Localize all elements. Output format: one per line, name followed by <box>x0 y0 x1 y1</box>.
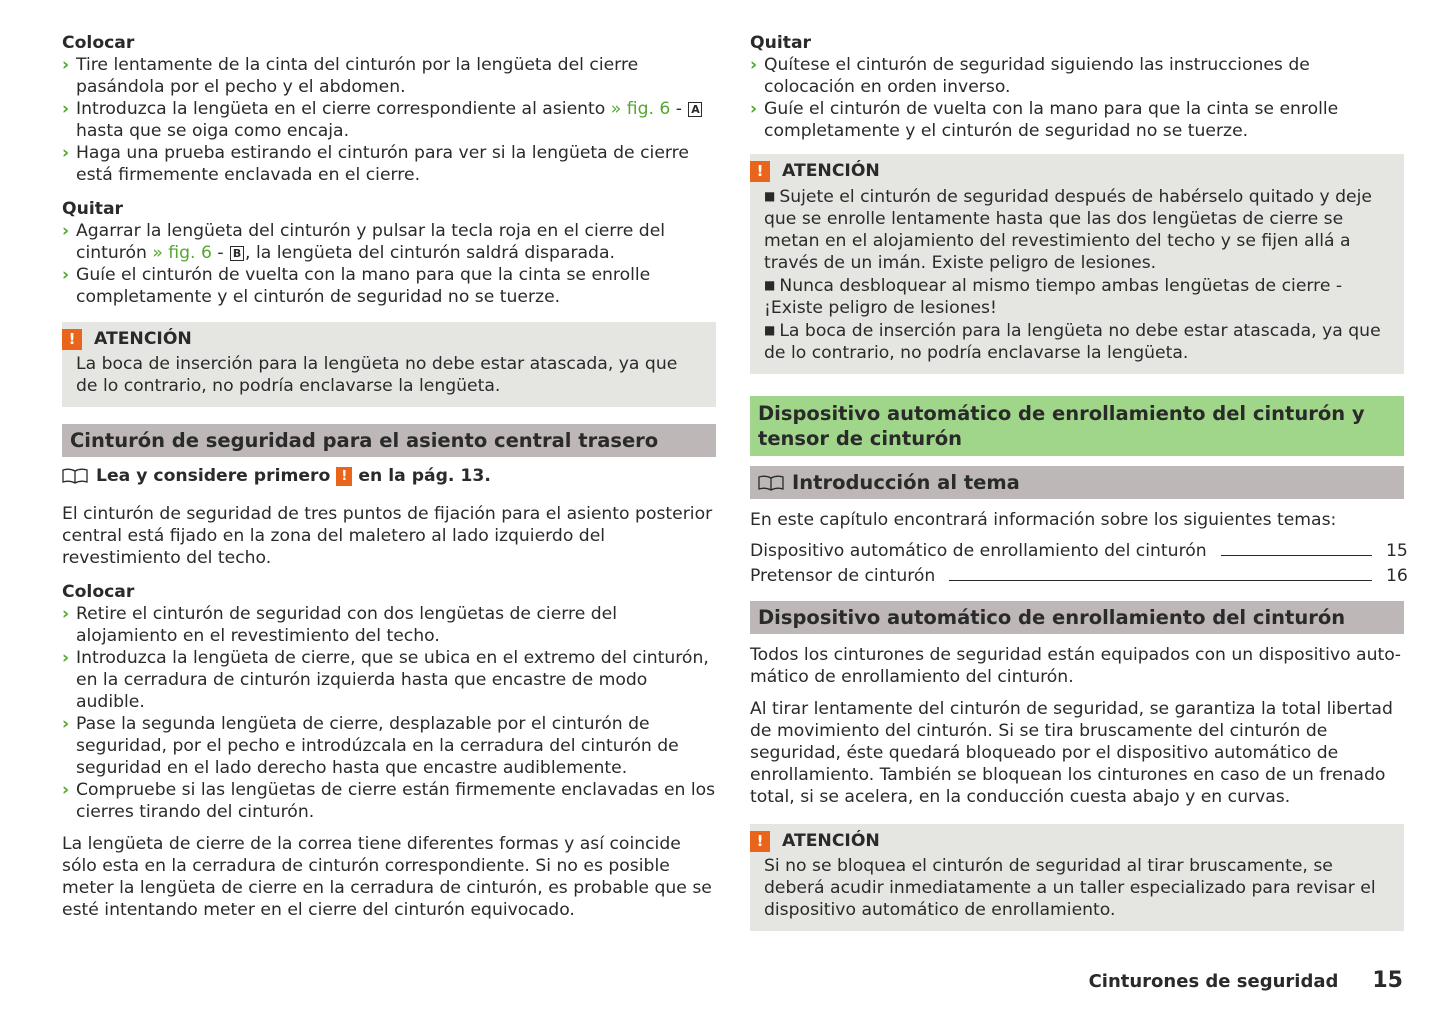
toc-leader <box>1221 555 1372 556</box>
right-column <box>750 32 1408 931</box>
list-item: › Quítese el cinturón de seguridad siguiendo las instrucciones de colocación en orden inverso. <box>750 55 1310 97</box>
chapter-heading: Dispositivo automático de enrollamiento del cinturón y tensor de cinturón <box>750 396 1404 456</box>
toc <box>750 540 1408 587</box>
chevron-right-icon: › <box>750 55 758 75</box>
bullet-square-icon: ■ <box>764 278 776 292</box>
section-heading: Cinturón de seguridad para el asiento central trasero <box>62 424 716 457</box>
page-footer <box>1089 970 1403 993</box>
page-number: 15 <box>1372 968 1403 993</box>
chevron-right-icon: › <box>750 99 758 119</box>
warning-header: ! ATENCIÓN <box>750 830 1390 852</box>
warning-icon: ! <box>62 329 82 350</box>
list-item: › Guíe el cinturón de vuelta con la mano para que la cinta se enrolle completamente y el cinturón de seguridad no se tuerze. <box>62 265 651 307</box>
warning-bullet: ■ Nunca desbloquear al mismo tiempo ambas lengüetas de cierre - ¡Existe peligro de lesiones! <box>764 276 1343 318</box>
chevron-right-icon: › <box>62 99 70 119</box>
chevron-right-icon: › <box>62 143 70 163</box>
read-first-line: Lea y considere primero ! en la pág. 13. <box>62 465 716 487</box>
warning-header: ! ATENCIÓN <box>750 160 1390 182</box>
closing-paragraph: La lengüeta de cierre de la correa tiene diferentes formas y así coincide sólo esta en la cerradura de cinturón correspondiente. Si no es posible meter la lengüeta de cierre en la cerradura de cinturón, es probable que se esté intentando meter en el cierre del cinturón equivocado. <box>62 834 712 920</box>
warning-box <box>750 154 1404 374</box>
intro-heading: Introducción al tema <box>750 466 1404 499</box>
chevron-right-icon: › <box>62 265 70 285</box>
quitar-heading: Quitar <box>62 199 124 219</box>
warning-header: ! ATENCIÓN <box>62 328 702 350</box>
warning-text: Si no se bloquea el cinturón de seguridad al tirar bruscamente, se deberá acudir inmediatamente a un taller especializado para revisar el dispositivo automático de enrollamiento. <box>764 856 1376 920</box>
toc-row[interactable]: Pretensor de cinturón 16 <box>750 566 1408 586</box>
paragraph: Al tirar lentamente del cinturón de seguridad, se garantiza la total libertad de movimiento del cinturón. Si se tira bruscamente del cinturón de seguridad, éste quedará bloqueado por el dispositivo automático de enrollamiento. También se bloquean los cinturones en caso de un frenado total, si se acelera, en la conducción cuesta abajo y en curvas. <box>750 699 1393 807</box>
intro-text: En este capítulo encontrará información sobre los siguientes temas: <box>750 510 1337 530</box>
list-item: › Pase la segunda lengüeta de cierre, desplazable por el cinturón de seguridad, por el pecho e introdúzcala en la cerradura del cinturón de seguridad en el lado derecho hasta que encastre audiblemente. <box>62 714 679 778</box>
list-item: › Haga una prueba estirando el cinturón para ver si la lengüeta de cierre está firmemente enclavada en el cierre. <box>62 143 689 185</box>
warning-text: La boca de inserción para la lengüeta no debe estar atascada, ya que de lo contrario, no podría enclavarse la lengüeta. <box>76 354 678 396</box>
chevron-right-icon: › <box>62 648 70 668</box>
left-column <box>62 32 716 921</box>
list-item: › Guíe el cinturón de vuelta con la mano para que la cinta se enrolle completamente y el cinturón de seguridad no se tuerze. <box>750 99 1339 141</box>
list-item: › Agarrar la lengüeta del cinturón y pulsar la tecla roja en el cierre del cinturón » fig. 6 - B , la lengüeta del cinturón saldrá disparada. <box>62 221 666 263</box>
paragraph: Todos los cinturones de seguridad están equipados con un dispositivo automático de enrollamiento del cinturón. <box>750 645 1401 687</box>
fig-link[interactable]: » fig. 6 <box>610 99 671 119</box>
book-icon <box>758 475 784 491</box>
bullet-square-icon: ■ <box>764 323 776 337</box>
figure-label-b: B <box>230 246 244 261</box>
intro-paragraph: El cinturón de seguridad de tres puntos de fijación para el asiento posterior central está fijado en la zona del maletero al lado izquierdo del revestimiento del techo. <box>62 504 713 568</box>
chevron-right-icon: › <box>62 604 70 624</box>
chevron-right-icon: › <box>62 714 70 734</box>
toc-row[interactable]: Dispositivo automático de enrollamiento del cinturón 15 <box>750 541 1408 561</box>
figure-label-a: A <box>688 102 702 117</box>
list-item: › Tire lentamente de la cinta del cinturón por la lengüeta del cierre pasándola por el pecho y el abdomen. <box>62 55 639 97</box>
list-item: › Compruebe si las lengüetas de cierre están firmemente enclavadas en los cierres tirando del cinturón. <box>62 780 716 822</box>
chevron-right-icon: › <box>62 55 70 75</box>
warning-box <box>62 322 716 407</box>
quitar-heading: Quitar <box>750 33 812 53</box>
bullet-square-icon: ■ <box>764 189 776 203</box>
warning-bullet: ■ La boca de inserción para la lengüeta no debe estar atascada, ya que de lo contrario, no podría enclavarse la lengüeta. <box>764 321 1381 363</box>
warning-icon: ! <box>336 467 352 486</box>
page-ref-link[interactable]: en la pág. 13. <box>358 466 491 486</box>
toc-leader <box>949 580 1372 581</box>
warning-bullet: ■ Sujete el cinturón de seguridad después de habérselo quitado y deje que se enrolle lentamente hasta que las dos lengüetas de cierre se metan en el alojamiento del revestimiento del techo y se fijen allá a través de un imán. Existe peligro de lesiones. <box>764 187 1372 273</box>
warning-icon: ! <box>750 831 770 852</box>
footer-title: Cinturones de seguridad <box>1088 971 1339 992</box>
list-item: › Retire el cinturón de seguridad con dos lengüetas de cierre del alojamiento en el revestimiento del techo. <box>62 604 618 646</box>
warning-icon: ! <box>750 161 770 182</box>
colocar-heading: Colocar <box>62 582 135 602</box>
list-item: › Introduzca la lengüeta en el cierre correspondiente al asiento » fig. 6 - A hasta que se oiga como encaja. <box>62 98 716 142</box>
colocar-heading: Colocar <box>62 33 135 53</box>
warning-box <box>750 824 1404 931</box>
list-item: › Introduzca la lengüeta de cierre, que se ubica en el extremo del cinturón, en la cerradura de cinturón izquierda hasta que encastre de modo audible. <box>62 648 709 712</box>
book-icon <box>62 468 88 484</box>
chevron-right-icon: › <box>62 221 70 241</box>
chevron-right-icon: › <box>62 780 70 800</box>
section-heading: Dispositivo automático de enrollamiento del cinturón <box>750 601 1404 634</box>
fig-link[interactable]: » fig. 6 <box>152 243 212 263</box>
